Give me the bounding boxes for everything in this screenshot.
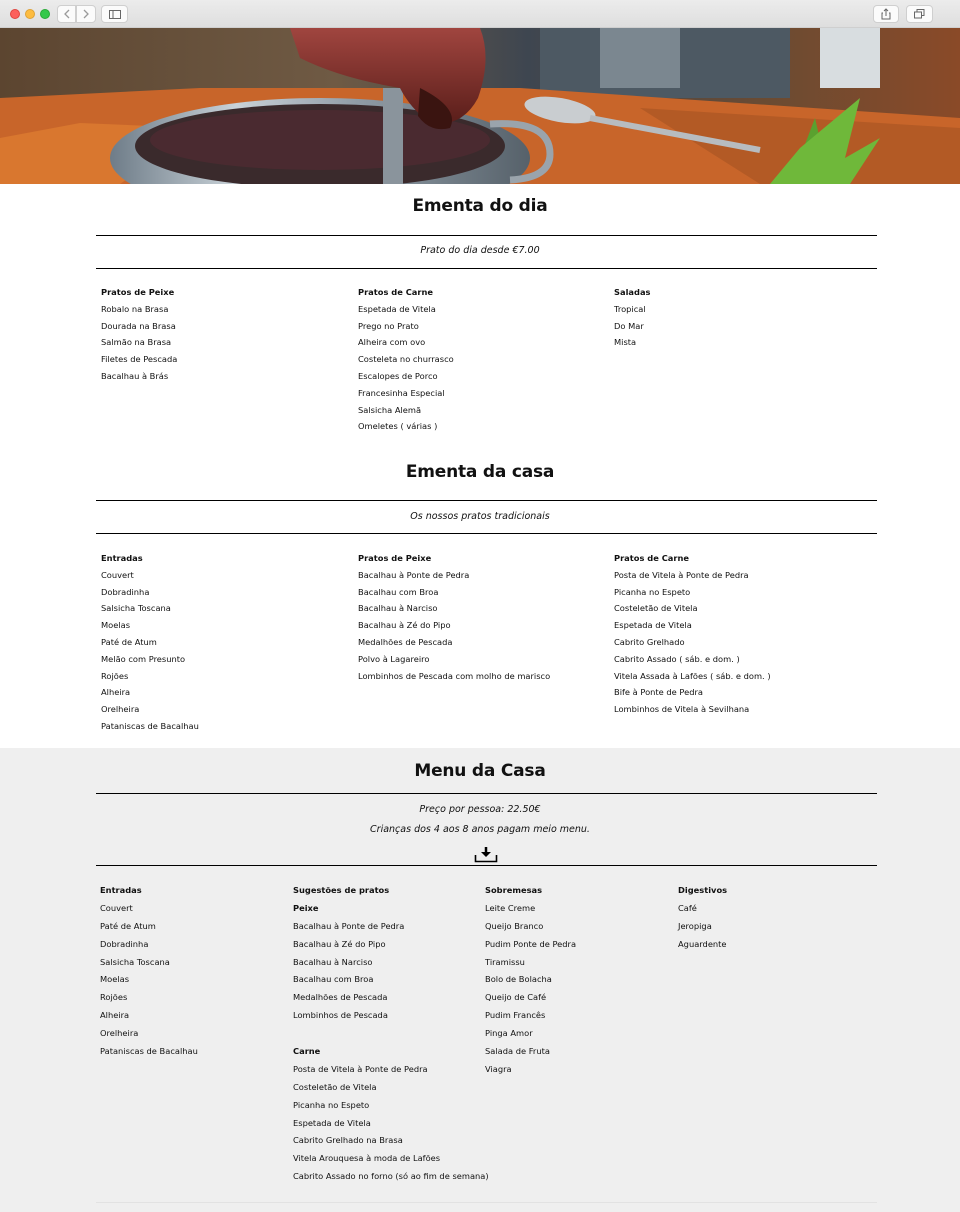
menu-item: Couvert — [101, 569, 134, 580]
menu-item: Cabrito Grelhado na Brasa — [293, 1135, 403, 1146]
menu-item: Prego no Prato — [358, 320, 419, 331]
minimize-window-button[interactable] — [25, 9, 35, 19]
hero-food-photo — [0, 28, 960, 184]
spacer — [293, 1025, 489, 1043]
menu-item: Bacalhau à Ponte de Pedra — [293, 920, 405, 931]
menu-item: Bacalhau à Ponte de Pedra — [358, 569, 470, 580]
menu-item: Mista — [614, 337, 637, 348]
menu-item: Bacalhau à Brás — [101, 370, 169, 381]
menu-column-pratos-de-carne — [614, 550, 771, 718]
column-heading: Sugestões de pratos — [293, 885, 390, 895]
menu-item: Costeleta no churrasco — [358, 354, 454, 365]
menu-item: Bacalhau à Zé do Pipo — [293, 938, 386, 949]
menu-item: Bacalhau à Narciso — [358, 603, 438, 614]
divider — [96, 1202, 877, 1203]
menu-item: Orelheira — [101, 704, 140, 715]
menu-item: Bolo de Bolacha — [485, 974, 552, 985]
menu-item: Vitela Assada à Lafões ( sáb. e dom. ) — [614, 670, 771, 681]
menu-item: Alheira — [100, 1010, 130, 1021]
chevron-right-icon — [82, 9, 90, 19]
menu-item: Picanha no Espeto — [614, 586, 691, 597]
menu-item: Paté de Atum — [100, 920, 156, 931]
menu-item: Omeletes ( várias ) — [358, 421, 438, 432]
menu-column-entradas — [101, 550, 199, 735]
menu-item: Salsicha Alemã — [358, 404, 422, 415]
divider — [96, 793, 877, 794]
menu-item: Polvo à Lagareiro — [358, 653, 430, 664]
menu-column-sobremesas — [485, 882, 576, 1079]
menu-item: Couvert — [100, 902, 133, 913]
price-per-person: Preço por pessoa: 22.50€ — [419, 804, 541, 815]
menu-item: Pinga Amor — [485, 1028, 533, 1039]
menu-item: Salsicha Toscana — [101, 603, 171, 614]
menu-item: Pudim Ponte de Pedra — [485, 938, 577, 949]
menu-item: Picanha no Espeto — [293, 1099, 370, 1110]
menu-item: Tiramissu — [485, 956, 525, 967]
section-title-ementa-do-dia: Ementa do dia — [412, 196, 548, 216]
menu-item: Jeropiga — [678, 920, 712, 931]
menu-item: Cabrito Assado no forno (só ao fim de semana) — [293, 1171, 489, 1182]
menu-item: Salada de Fruta — [485, 1046, 550, 1057]
menu-item: Queijo de Café — [485, 992, 547, 1003]
menu-item: Costeletão de Vitela — [614, 603, 698, 614]
menu-item: Cabrito Assado ( sáb. e dom. ) — [614, 653, 740, 664]
column-heading: Sobremesas — [485, 885, 543, 895]
close-window-button[interactable] — [10, 9, 20, 19]
menu-column-pratos-de-peixe — [358, 550, 550, 684]
tabs-icon — [914, 9, 925, 19]
menu-item: Cabrito Grelhado — [614, 636, 685, 647]
menu-item: Lombinhos de Pescada — [293, 1010, 388, 1021]
section-title-menu-da-casa: Menu da Casa — [414, 761, 546, 781]
column-heading: Digestivos — [678, 885, 728, 895]
chevron-left-icon — [63, 9, 71, 19]
menu-item: Vitela Arouquesa à moda de Lafões — [293, 1153, 441, 1164]
menu-item: Lombinhos de Vitela à Sevilhana — [614, 704, 750, 715]
menu-item: Espetada de Vitela — [614, 620, 692, 631]
menu-item: Pataniscas de Bacalhau — [100, 1046, 198, 1057]
subheading-peixe: Peixe — [293, 902, 319, 913]
menu-item: Posta de Vitela à Ponte de Pedra — [614, 569, 749, 580]
menu-item: Leite Creme — [485, 902, 536, 913]
column-heading: Entradas — [100, 885, 142, 895]
section-subtitle: Prato do dia desde €7.00 — [420, 245, 540, 256]
tabs-overview-button[interactable] — [906, 5, 933, 23]
back-button[interactable] — [57, 5, 76, 23]
menu-item: Salmão na Brasa — [101, 337, 172, 348]
menu-item: Francesinha Especial — [358, 387, 445, 398]
menu-item: Café — [678, 902, 697, 913]
zoom-window-button[interactable] — [40, 9, 50, 19]
menu-item: Costeletão de Vitela — [293, 1081, 377, 1092]
menu-item: Aguardente — [678, 938, 727, 949]
menu-item: Moelas — [101, 620, 131, 631]
sidebar-toggle-button[interactable] — [101, 5, 128, 23]
menu-item: Pudim Francês — [485, 1010, 546, 1021]
menu-item: Rojões — [101, 670, 129, 681]
share-icon — [881, 8, 891, 20]
menu-item: Pataniscas de Bacalhau — [101, 720, 199, 731]
menu-item: Paté de Atum — [101, 636, 157, 647]
menu-item: Moelas — [100, 974, 130, 985]
menu-item: Bacalhau à Narciso — [293, 956, 373, 967]
subheading-carne: Carne — [293, 1046, 321, 1057]
children-note: Crianças dos 4 aos 8 anos pagam meio menu. — [370, 824, 590, 835]
divider — [96, 500, 877, 501]
menu-item: Tropical — [614, 303, 646, 314]
forward-button[interactable] — [76, 5, 96, 23]
menu-item: Do Mar — [614, 320, 644, 331]
section-title-ementa-da-casa: Ementa da casa — [405, 462, 555, 482]
divider — [96, 268, 877, 269]
menu-item: Bacalhau com Broa — [293, 974, 374, 985]
menu-column-sugestoes — [293, 882, 489, 1186]
column-heading: Pratos de Carne — [614, 553, 690, 563]
menu-item: Dobradinha — [100, 938, 149, 949]
menu-item: Medalhões de Pescada — [358, 636, 453, 647]
menu-item: Espetada de Vitela — [358, 303, 436, 314]
menu-item: Filetes de Pescada — [101, 354, 178, 365]
column-heading: Pratos de Peixe — [358, 553, 432, 563]
share-button[interactable] — [873, 5, 899, 23]
menu-column-entradas — [100, 882, 198, 1061]
menu-item: Bacalhau com Broa — [358, 586, 439, 597]
divider — [96, 235, 877, 236]
menu-item: Melão com Presunto — [101, 653, 186, 664]
menu-item: Bacalhau à Zé do Pipo — [358, 620, 451, 631]
sidebar-icon — [109, 10, 121, 19]
menu-item: Escalopes de Porco — [358, 370, 438, 381]
column-heading: Entradas — [101, 553, 143, 563]
menu-item: Alheira — [101, 687, 131, 698]
menu-item: Robalo na Brasa — [101, 303, 169, 314]
column-heading: Pratos de Carne — [358, 287, 434, 297]
section-subtitle: Os nossos pratos tradicionais — [410, 511, 550, 522]
menu-item: Queijo Branco — [485, 920, 544, 931]
menu-item: Bife à Ponte de Pedra — [614, 687, 704, 698]
menu-column-saladas — [614, 284, 651, 351]
divider — [96, 865, 877, 866]
menu-item: Dourada na Brasa — [101, 320, 176, 331]
menu-item: Medalhões de Pescada — [293, 992, 388, 1003]
menu-item: Lombinhos de Pescada com molho de marisco — [358, 670, 551, 681]
menu-item: Espetada de Vitela — [293, 1117, 371, 1128]
download-icon[interactable] — [474, 846, 498, 863]
menu-column-digestivos — [678, 882, 727, 954]
menu-item: Orelheira — [100, 1028, 139, 1039]
menu-item: Viagra — [485, 1063, 512, 1074]
menu-column-pratos-de-carne — [358, 284, 454, 435]
divider — [96, 533, 877, 534]
column-heading: Saladas — [614, 287, 651, 297]
browser-toolbar — [0, 0, 960, 28]
column-heading: Pratos de Peixe — [101, 287, 175, 297]
menu-item: Rojões — [100, 992, 128, 1003]
menu-item: Dobradinha — [101, 586, 150, 597]
menu-column-pratos-de-peixe — [101, 284, 177, 385]
menu-item: Alheira com ovo — [358, 337, 426, 348]
menu-item: Posta de Vitela à Ponte de Pedra — [293, 1063, 428, 1074]
menu-item: Salsicha Toscana — [100, 956, 170, 967]
